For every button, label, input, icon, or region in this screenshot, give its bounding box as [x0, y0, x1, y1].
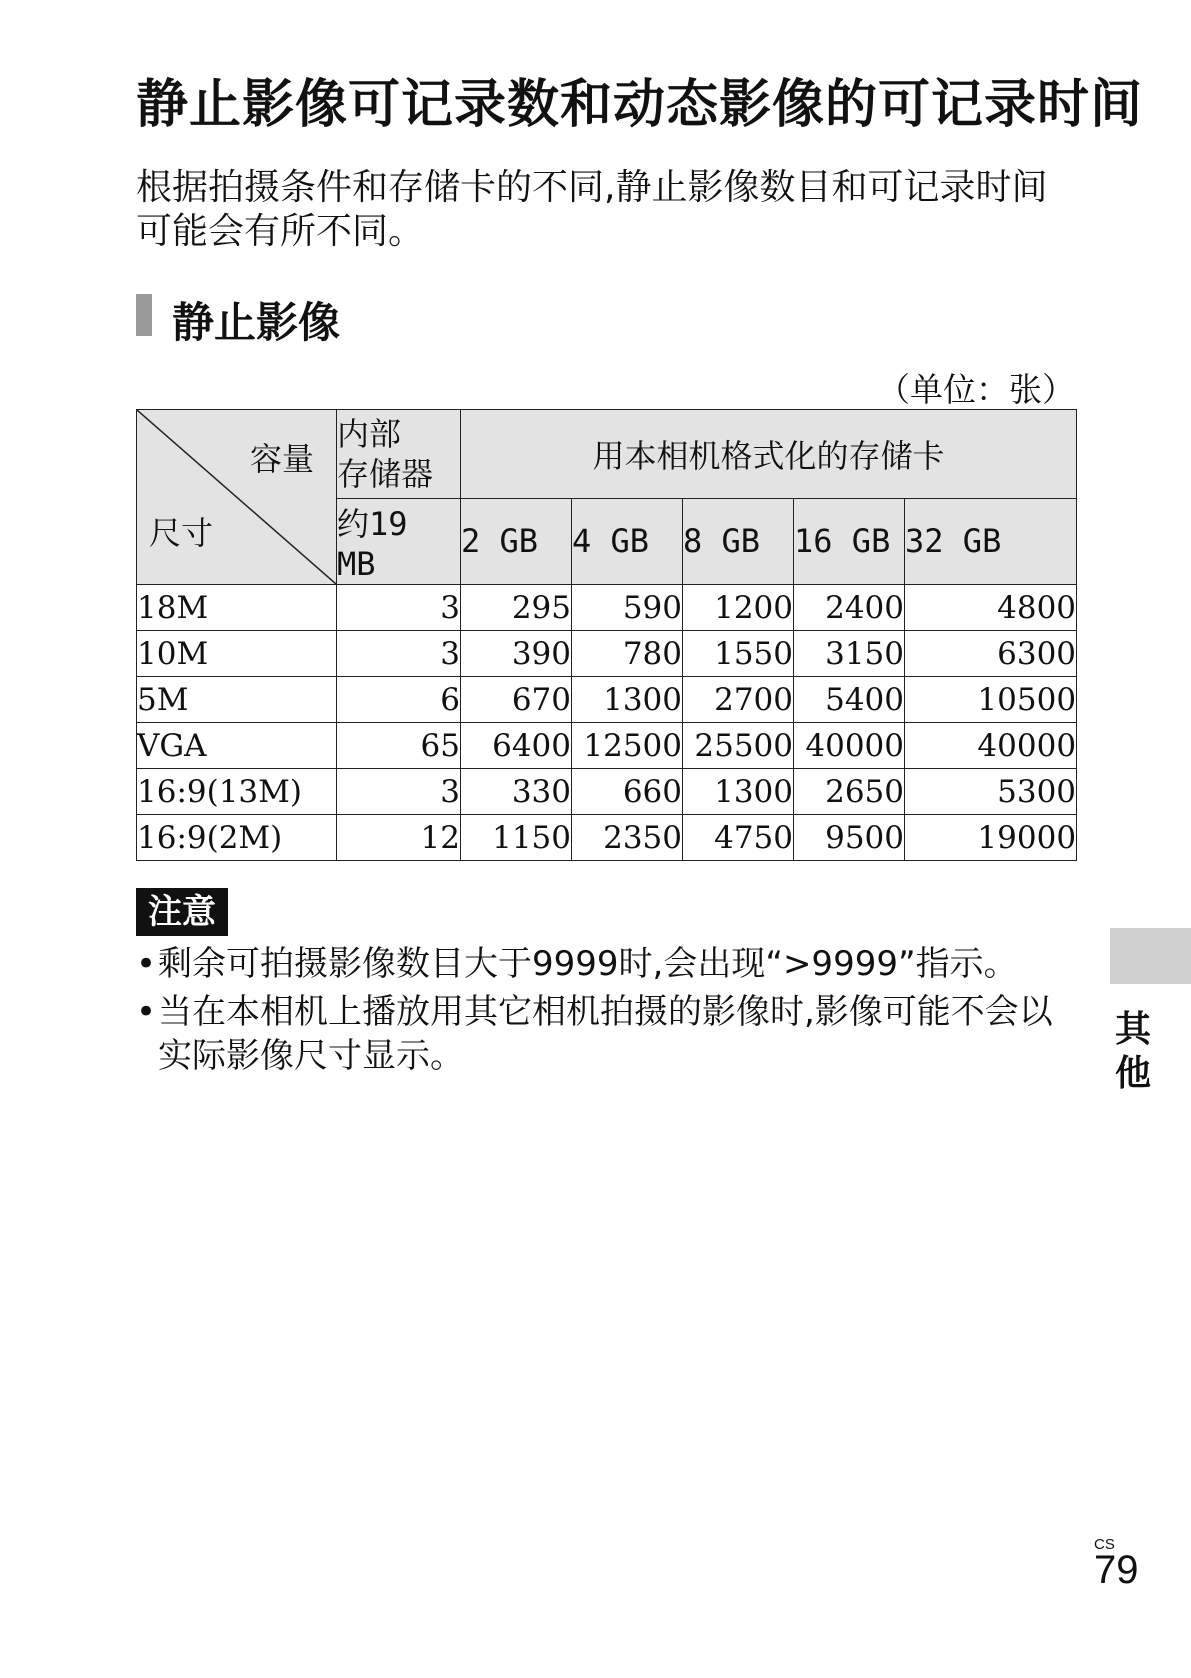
table-row [137, 723, 1077, 769]
cell-value: 6300 [905, 631, 1077, 677]
column-header: 8 GB [683, 498, 794, 584]
cell-value: 5300 [905, 769, 1077, 815]
column-header: 32 GB [905, 498, 1077, 584]
cell-value: 295 [461, 585, 572, 631]
note-item: • 当在本相机上播放用其它相机拍摄的影像时,影像可能不会以实际影像尺寸显示。 [136, 990, 1086, 1078]
cell-value: 6400 [461, 723, 572, 769]
intro-paragraph: 根据拍摄条件和存储卡的不同,静止影像数目和可记录时间可能会有所不同。 [136, 167, 1048, 252]
cell-value: 2400 [794, 585, 905, 631]
cell-value: 1150 [461, 815, 572, 861]
cell-value: 4750 [683, 815, 794, 861]
cell-value: 9500 [794, 815, 905, 861]
size-label: 尺寸 [149, 514, 214, 552]
page-title: 静止影像可记录数和动态影像的可记录时间 [136, 75, 1144, 135]
section-title: 静止影像 [172, 298, 341, 347]
row-size: 5M [137, 677, 337, 723]
section-marker [136, 294, 152, 336]
table-row [137, 815, 1077, 861]
cell-value: 25500 [683, 723, 794, 769]
cell-value: 3 [337, 631, 461, 677]
side-tab-label: 其他 [1114, 1009, 1151, 1094]
column-header: 16 GB [794, 498, 905, 584]
row-size: VGA [137, 723, 337, 769]
cell-value: 330 [461, 769, 572, 815]
page-number: 79 [1094, 1548, 1139, 1592]
cell-value: 12500 [572, 723, 683, 769]
notes-list [136, 942, 1086, 1082]
unit-note: （单位：张） [877, 370, 1075, 409]
note-label: 注意 [136, 888, 228, 936]
table-corner-header [137, 410, 337, 585]
cell-value: 3 [337, 769, 461, 815]
internal-header-line: 内部 [337, 414, 402, 453]
row-size: 18M [137, 585, 337, 631]
internal-memory-header [337, 410, 461, 499]
column-header: 2 GB [461, 498, 572, 584]
row-size: 16:9(2M) [137, 815, 337, 861]
column-header: 约19 MB [337, 498, 461, 584]
language-code: CS [1094, 1536, 1115, 1553]
cell-value: 40000 [905, 723, 1077, 769]
cell-value: 390 [461, 631, 572, 677]
cell-value: 65 [337, 723, 461, 769]
row-size: 10M [137, 631, 337, 677]
capacity-label: 容量 [249, 440, 314, 478]
table-row [137, 585, 1077, 631]
table-row [137, 631, 1077, 677]
cell-value: 780 [572, 631, 683, 677]
cell-value: 5400 [794, 677, 905, 723]
note-item: • 剩余可拍摄影像数目大于9999时,会出现“>9999”指示。 [136, 942, 1086, 986]
cell-value: 12 [337, 815, 461, 861]
cell-value: 10500 [905, 677, 1077, 723]
cell-value: 4800 [905, 585, 1077, 631]
cell-value: 660 [572, 769, 683, 815]
cell-value: 1550 [683, 631, 794, 677]
cell-value: 670 [461, 677, 572, 723]
cell-value: 2700 [683, 677, 794, 723]
table-row [137, 677, 1077, 723]
cell-value: 1200 [683, 585, 794, 631]
cell-value: 6 [337, 677, 461, 723]
capacity-table [136, 409, 1077, 861]
cell-value: 40000 [794, 723, 905, 769]
cell-value: 3 [337, 585, 461, 631]
cell-value: 1300 [572, 677, 683, 723]
internal-header-line: 存储器 [337, 454, 434, 493]
side-tab-marker [1110, 928, 1191, 984]
column-header: 4 GB [572, 498, 683, 584]
cell-value: 590 [572, 585, 683, 631]
memory-card-header: 用本相机格式化的存储卡 [461, 410, 1077, 499]
cell-value: 2350 [572, 815, 683, 861]
cell-value: 19000 [905, 815, 1077, 861]
row-size: 16:9(13M) [137, 769, 337, 815]
cell-value: 2650 [794, 769, 905, 815]
table-row [137, 769, 1077, 815]
cell-value: 3150 [794, 631, 905, 677]
cell-value: 1300 [683, 769, 794, 815]
